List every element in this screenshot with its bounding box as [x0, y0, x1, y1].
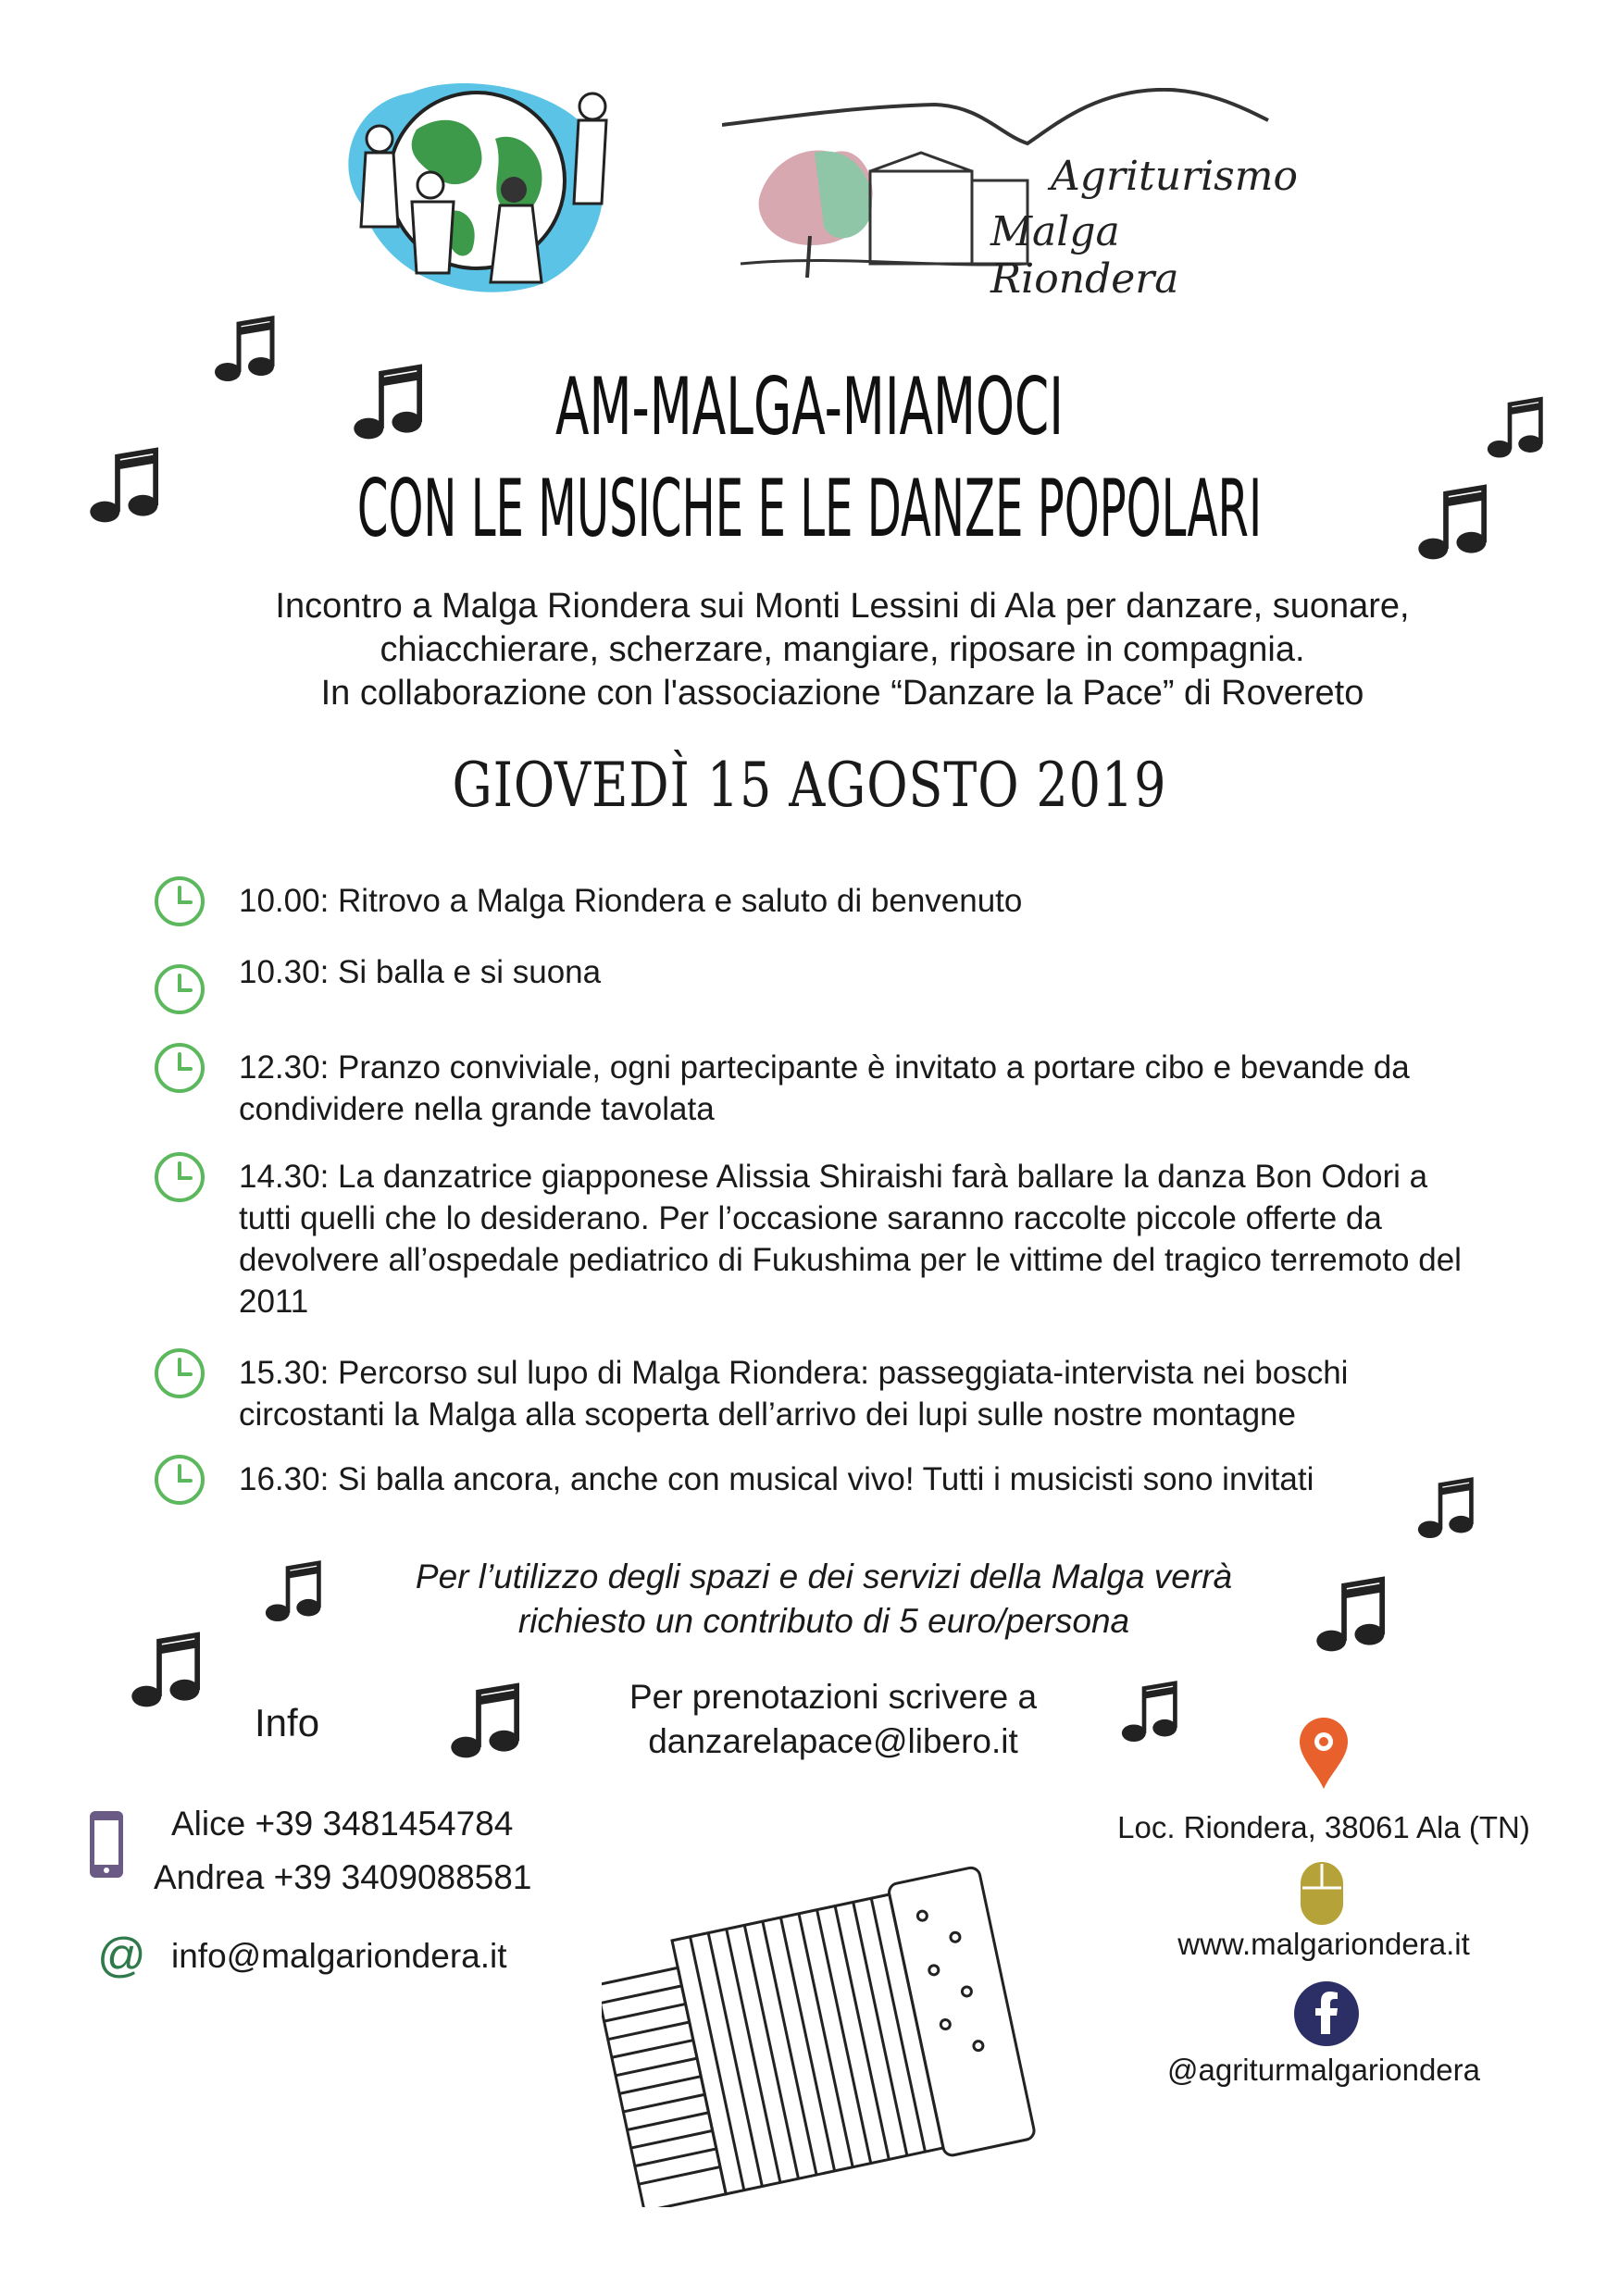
- music-note-icon: [1416, 481, 1490, 565]
- globe-children-logo: [324, 65, 629, 305]
- booking-line: Per prenotazioni scrivere a: [629, 1678, 1038, 1716]
- intro-text: [167, 585, 1518, 715]
- booking-email[interactable]: danzarelapace@libero.it: [648, 1722, 1018, 1760]
- clock-icon: [153, 1041, 206, 1095]
- website-link[interactable]: www.malgariondera.it: [1177, 1927, 1470, 1961]
- event-title-line-1: AM-MALGA-MIAMOCI: [555, 361, 1064, 453]
- brand-line-1: Agriturismo: [1051, 153, 1298, 200]
- phone-alice[interactable]: Alice +39 3481454784: [171, 1805, 514, 1843]
- accordion-illustration: [602, 1855, 1046, 2207]
- phone-andrea[interactable]: Andrea +39 3409088581: [154, 1858, 532, 1896]
- info-email[interactable]: info@malgariondera.it: [171, 1937, 507, 1975]
- location-pin-icon: [1298, 1717, 1350, 1795]
- contribution-line-2: richiesto un contributo di 5 euro/persona: [517, 1602, 1130, 1640]
- contribution-note: [278, 1555, 1370, 1644]
- schedule-text: 12.30: Pranzo conviviale, ogni partecipante è invitato a portare cibo e bevande da condividere nella grande tavolata: [239, 1049, 1410, 1127]
- event-date: GIOVEDÌ 15 AGOSTO 2019: [452, 750, 1167, 821]
- music-note-icon: [88, 444, 162, 527]
- clock-icon: [153, 962, 206, 1016]
- schedule-text: 10.30: Si balla e si suona: [239, 954, 602, 990]
- event-title-line-2: CON LE MUSICHE E LE DANZE POPOLARI: [356, 463, 1263, 555]
- brand-line-2: Malga Riondera: [990, 208, 1179, 303]
- clock-icon: [153, 1347, 206, 1400]
- clock-icon: [153, 875, 206, 928]
- schedule-text: 14.30: La danzatrice giapponese Alissia Shiraishi farà ballare la danza Bon Odori a tutti quelli che lo desiderano. Per l’occasione saranno raccolte piccole offerte da devolvere all’ospedale pediatrico di Fukushima per le vittime del tragico terremoto del 2011: [239, 1159, 1462, 1320]
- clock-icon: [153, 1453, 206, 1507]
- booking-info: [574, 1675, 1092, 1764]
- mouse-icon: [1299, 1860, 1345, 1931]
- schedule-text: 16.30: Si balla ancora, anche con musical vivo! Tutti i musicisti sono invitati: [239, 1461, 1314, 1497]
- music-note-icon: [1120, 1680, 1180, 1744]
- music-note-icon: [449, 1680, 523, 1763]
- info-label: Info: [255, 1701, 320, 1744]
- facebook-icon[interactable]: [1293, 1980, 1360, 2052]
- facebook-handle[interactable]: @agriturmalgariondera: [1167, 2053, 1480, 2087]
- music-note-icon: [1486, 393, 1546, 463]
- music-note-icon: [213, 315, 278, 384]
- agriturismo-logo: [722, 88, 1296, 301]
- music-note-icon: [130, 1629, 204, 1712]
- address: Loc. Riondera, 38061 Ala (TN): [1117, 1810, 1530, 1844]
- intro-line-1: Incontro a Malga Riondera sui Monti Lessini di Ala per danzare, suonare,: [275, 587, 1410, 626]
- schedule-text: 15.30: Percorso sul lupo di Malga Riondera: passeggiata-intervista nei boschi circostanti la Malga alla scoperta dell’arrivo dei lupi sulle nostre montagne: [239, 1355, 1349, 1433]
- at-icon: @: [97, 1929, 146, 1982]
- intro-line-2: chiacchierare, scherzare, mangiare, riposare in compagnia.: [380, 630, 1305, 669]
- schedule-text: 10.00: Ritrovo a Malga Riondera e saluto di benvenuto: [239, 883, 1023, 919]
- clock-icon: [153, 1150, 206, 1204]
- phone-icon: [88, 1809, 125, 1884]
- intro-line-3: In collaborazione con l'associazione “Danzare la Pace” di Rovereto: [320, 674, 1364, 713]
- contribution-line-1: Per l’utilizzo degli spazi e dei servizi della Malga verrà: [415, 1558, 1233, 1595]
